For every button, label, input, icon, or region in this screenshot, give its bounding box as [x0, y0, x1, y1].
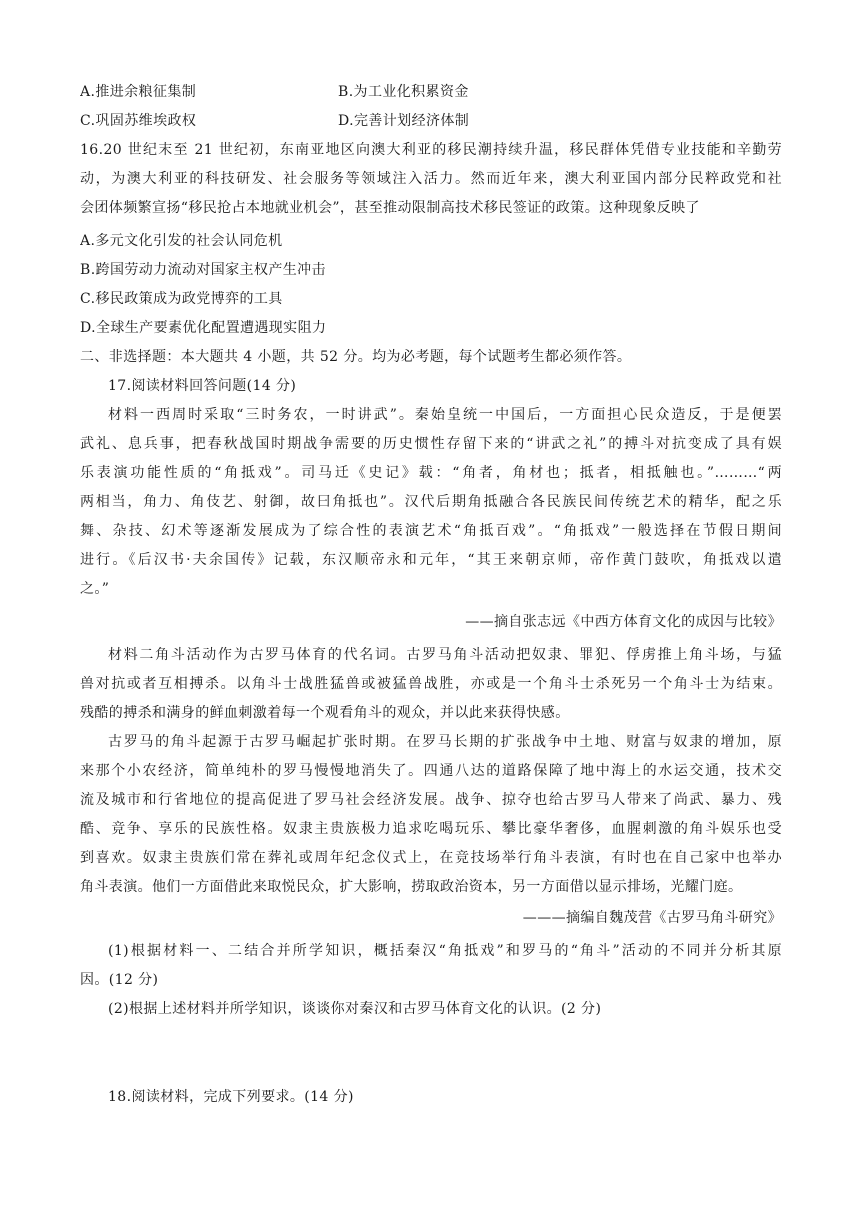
- q16-option-b: B.跨国劳动力流动对国家主权产生冲击: [80, 262, 326, 278]
- q16-option-a: A.多元文化引发的社会认同危机: [80, 233, 283, 249]
- q17-material1-line-6: 进行。《后汉书·夫余国传》记载，东汉顺帝永和元年，“其王来朝京师，帝作黄门鼓吹，角抵戏以遣: [80, 552, 782, 568]
- q15-option-b: B.为工业化积累资金: [338, 84, 469, 100]
- q17-material2b-line-2: 来那个小农经济，简单纯朴的罗马慢慢地消失了。四通八达的道路保障了地中海上的水运交通，技术交: [80, 763, 782, 779]
- q17-material1-source: ——摘自张志远《中西方体育文化的成因与比较》: [465, 614, 782, 630]
- q15-options-row-2: [80, 107, 782, 135]
- q17-material2b-line-5: 到喜欢。奴隶主贵族们常在葬礼或周年纪念仪式上，在竞技场举行角斗表演，有时也在自己家中也举办: [80, 850, 782, 866]
- q16-stem-line-2: 动，为澳大利亚的科技研发、社会服务等领域注入活力。然而近年来，澳大利亚国内部分民粹政党和社: [80, 171, 782, 187]
- q16-option-c: C.移民政策成为政党博弈的工具: [80, 291, 283, 307]
- q17-material2-line-1: 材料二角斗活动作为古罗马体育的代名词。古罗马角斗活动把奴隶、罪犯、俘虏推上角斗场，与猛: [108, 647, 782, 663]
- q17-material1-line-4: 两相当，角力、角伎艺、射御，故曰角抵也”。汉代后期角抵融合各民族民间传统艺术的精华，配之乐: [80, 494, 782, 510]
- q15-option-d: D.完善计划经济体制: [338, 113, 470, 129]
- q17-material1-line-3: 乐表演功能性质的“角抵戏”。司马迁《史记》载：“角者，角材也；抵者，相抵触也。”………“两: [80, 465, 782, 481]
- q17-material1-line-7: 之。”: [80, 581, 110, 597]
- q17-material1-line-2: 武礼、息兵事，把春秋战国时期战争需要的历史惯性存留下来的“讲武之礼”的搏斗对抗变成了具有娱: [80, 436, 782, 452]
- q17-material1-line-5: 舞、杂技、幻术等逐渐发展成为了综合性的表演艺术“角抵百戏”。“角抵戏”一般选择在节假日期间: [80, 523, 782, 539]
- q15-option-c: C.巩固苏维埃政权: [80, 113, 197, 129]
- q16-option-d: D.全球生产要素优化配置遭遇现实阻力: [80, 320, 327, 336]
- q17-material2b-line-6: 角斗表演。他们一方面借此来取悦民众，扩大影响，捞取政治资本，另一方面借以显示排场，光耀门庭。: [80, 879, 743, 895]
- q17-material2b-line-1: 古罗马的角斗起源于古罗马崛起扩张时期。在罗马长期的扩张战争中土地、财富与奴隶的增加，原: [108, 734, 782, 750]
- q17-material1-line-1: 材料一西周时采取“三时务农，一时讲武”。秦始皇统一中国后，一方面担心民众造反，于是便罢: [108, 407, 782, 423]
- q16-stem-line-1: 16.20 世纪末至 21 世纪初，东南亚地区向澳大利亚的移民潮持续升温，移民群体凭借专业技能和辛勤劳: [80, 142, 782, 158]
- q17-title: 17.阅读材料回答问题(14 分): [108, 378, 297, 394]
- section-2-heading: 二、非选择题：本大题共 4 小题，共 52 分。均为必考题，每个试题考生都必须作答。: [80, 349, 632, 365]
- q17-material2b-line-4: 酷、竞争、享乐的民族性格。奴隶主贵族极力追求吃喝玩乐、攀比豪华奢侈，血腥刺激的角斗娱乐也受: [80, 821, 782, 837]
- q17-question-1-line-1: (1)根据材料一、二结合并所学知识，概括秦汉“角抵戏”和罗马的“角斗”活动的不同并分析其原: [108, 943, 782, 959]
- q15-option-a: A.推进余粮征集制: [80, 84, 197, 100]
- q15-options-row-1: [80, 78, 782, 106]
- q17-material2-line-3: 残酷的搏杀和满身的鲜血刺激着每一个观看角斗的观众，并以此来获得快感。: [80, 705, 570, 721]
- q17-material2b-line-3: 流及城市和行省地位的提高促进了罗马社会经济发展。战争、掠夺也给古罗马人带来了尚武、暴力、残: [80, 792, 782, 808]
- q17-question-2: (2)根据上述材料并所学知识，谈谈你对秦汉和古罗马体育文化的认识。(2 分): [108, 1001, 602, 1017]
- q16-stem-line-3: 会团体频繁宣扬“移民抢占本地就业机会”，甚至推动限制高技术移民签证的政策。这种现象反映了: [80, 200, 700, 216]
- q18-title: 18.阅读材料，完成下列要求。(14 分): [108, 1089, 354, 1105]
- q17-material2-line-2: 兽对抗或者互相搏杀。以角斗士战胜猛兽或被猛兽战胜，亦或是一个角斗士杀死另一个角斗士为结束。: [80, 676, 782, 692]
- q17-question-1-line-2: 因。(12 分): [80, 972, 159, 988]
- q17-material2-source: ———摘编自魏茂营《古罗马角斗研究》: [522, 910, 782, 926]
